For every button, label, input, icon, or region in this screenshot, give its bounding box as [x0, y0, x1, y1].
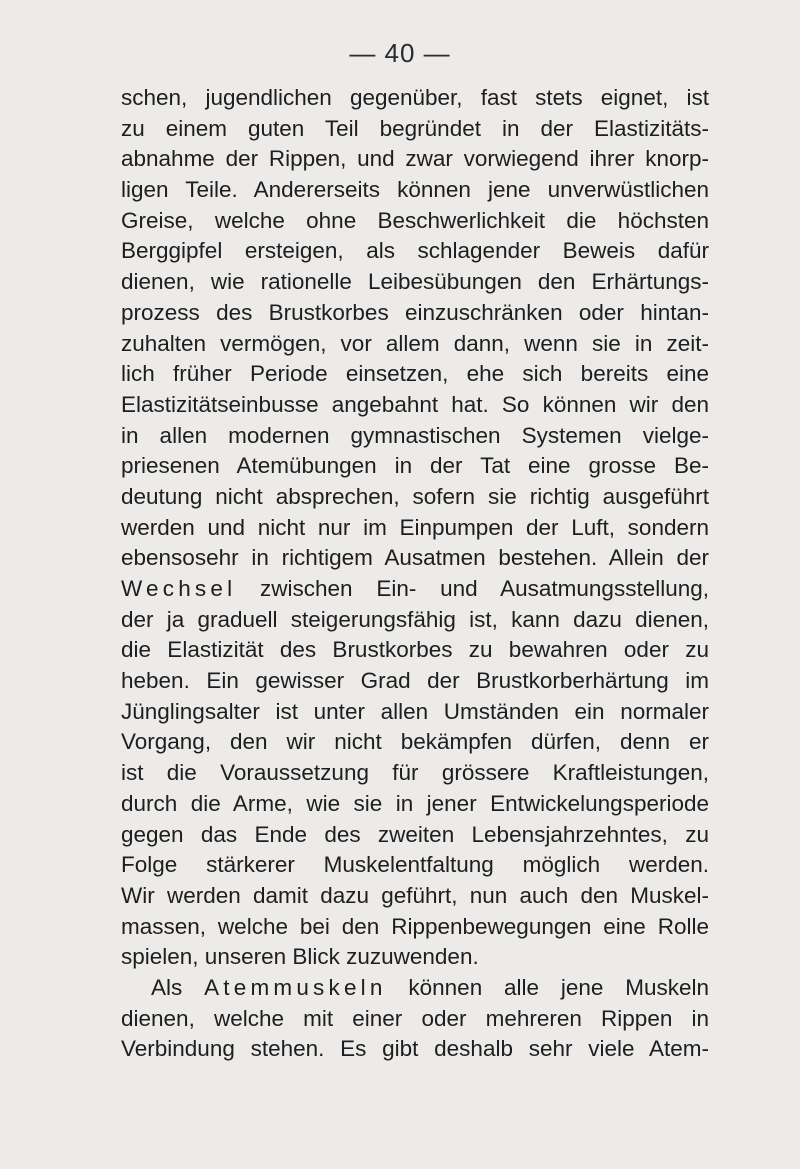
text-line: der ja graduell steigerungsfähig ist, kann dazu dienen,: [121, 606, 709, 632]
text-line: zu einem guten Teil begründet in der Elastizitäts-: [121, 115, 709, 141]
text-line: spielen, unseren Blick zuzuwenden.: [121, 944, 479, 970]
text-line: [121, 574, 709, 605]
text-line: massen, welche bei den Rippenbewegungen eine Rolle: [121, 913, 709, 939]
text-line: [121, 973, 709, 1004]
text-line: priesenen Atemübungen in der Tat eine grosse Be-: [121, 453, 709, 479]
body-text: [121, 83, 709, 1065]
line-remainder: können alle jene Muskeln: [386, 974, 709, 1000]
text-line: ligen Teile. Andererseits können jene unverwüstlichen: [121, 177, 709, 203]
text-line: Vorgang, den wir nicht bekämpfen dürfen, denn er: [121, 729, 709, 755]
text-line: Elastizitätseinbusse angebahnt hat. So können wir den: [121, 391, 709, 417]
text-line: Greise, welche ohne Beschwerlichkeit die höchsten: [121, 207, 709, 233]
text-line: deutung nicht absprechen, sofern sie richtig ausgeführt: [121, 483, 709, 509]
text-line: schen, jugendlichen gegenüber, fast stets eignet, ist: [121, 85, 709, 110]
text-line: heben. Ein gewisser Grad der Brustkorberhärtung im: [121, 668, 709, 694]
text-line: in allen modernen gymnastischen Systemen vielge-: [121, 422, 709, 448]
text-line: lich früher Periode einsetzen, ehe sich bereits eine: [121, 361, 709, 387]
text-line: Jünglingsalter ist unter allen Umständen ein normaler: [121, 698, 709, 724]
text-line: Berggipfel ersteigen, als schlagender Beweis dafür: [121, 238, 709, 264]
emphasized-word: Wechsel: [121, 576, 237, 601]
text-line: ist die Voraussetzung für grössere Kraftleistungen,: [121, 760, 709, 786]
text-line: Folge stärkerer Muskelentfaltung möglich werden.: [121, 852, 709, 878]
line-prefix: Als: [151, 974, 205, 1000]
text-line: dienen, welche mit einer oder mehreren Rippen in: [121, 1005, 709, 1031]
text-line: durch die Arme, wie sie in jener Entwickelungsperiode: [121, 790, 709, 816]
text-line: Verbindung stehen. Es gibt deshalb sehr viele Atem-: [121, 1036, 709, 1062]
text-line: gegen das Ende des zweiten Lebensjahrzehntes, zu: [121, 821, 709, 847]
page-number: — 40 —: [349, 38, 451, 68]
text-line: zuhalten vermögen, vor allem dann, wenn sie in zeit-: [121, 330, 709, 356]
text-line: die Elastizität des Brustkorbes zu bewahren oder zu: [121, 637, 709, 663]
text-line: dienen, wie rationelle Leibesübungen den Erhärtungs-: [121, 269, 709, 295]
text-line: werden und nicht nur im Einpumpen der Luft, sondern: [121, 514, 709, 540]
text-line: abnahme der Rippen, und zwar vorwiegend ihrer knorp-: [121, 146, 709, 172]
line-remainder: zwischen Ein- und Ausatmungsstellung,: [236, 576, 709, 601]
text-line: Wir werden damit dazu geführt, nun auch den Muskel-: [121, 882, 709, 908]
emphasized-word: Atemmuskeln: [204, 974, 387, 1000]
text-line: prozess des Brustkorbes einzuschränken oder hintan-: [121, 299, 709, 325]
text-line: ebensosehr in richtigem Ausatmen bestehen. Allein der: [121, 545, 709, 571]
